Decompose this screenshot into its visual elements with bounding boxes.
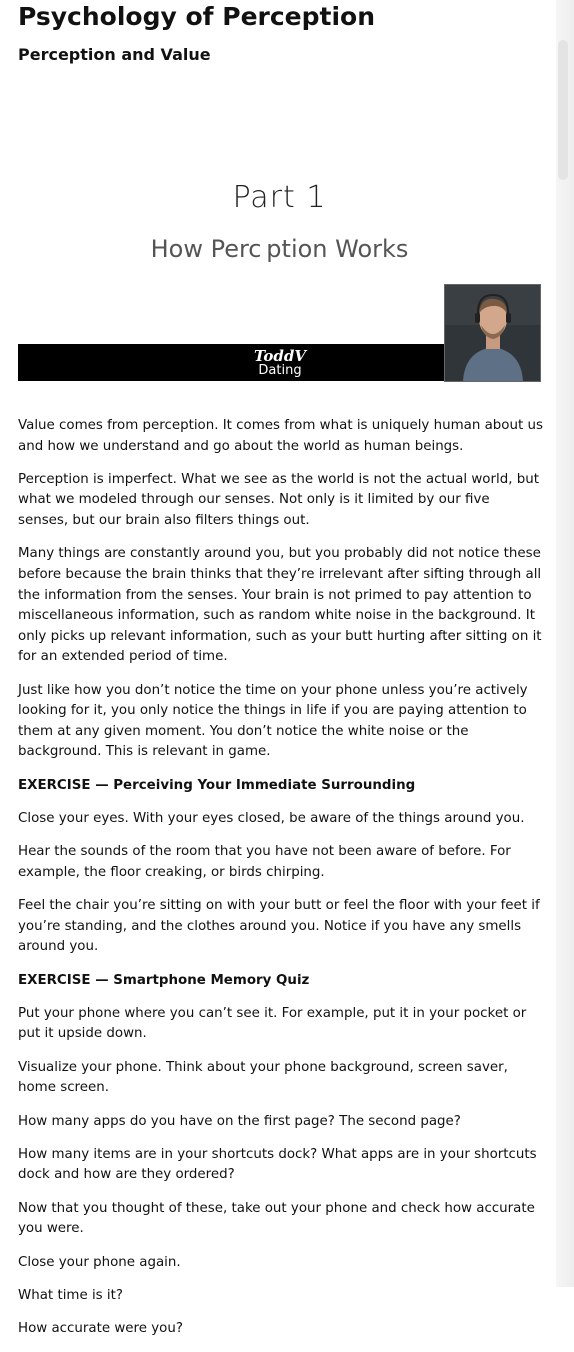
exercise-heading: EXERCISE — Perceiving Your Immediate Surrounding <box>18 777 416 793</box>
scrollbar-thumb[interactable] <box>558 40 568 180</box>
logo-top-text: ToddV <box>253 347 307 365</box>
webcam-overlay <box>444 284 541 382</box>
slide-part-heading: Part 1 <box>232 180 327 215</box>
presenter-image <box>445 285 540 381</box>
brand-logo <box>248 348 312 380</box>
paragraph: Close your eyes. With your eyes closed, be aware of the things around you. <box>18 810 525 826</box>
paragraph: Just like how you don’t notice the time on your phone unless you’re actively looking for it, you only notice the things in life if you are paying attention to them at any given moment. You don’t notice the white noise or the background. This is relevant in game. <box>18 682 528 760</box>
video-player[interactable] <box>18 80 541 382</box>
paragraph: Close your phone again. <box>18 1254 181 1270</box>
paragraph: Feel the chair you’re sitting on with your butt or feel the floor with your feet if you’re standing, and the clothes around you. Notice if you have any smells around you. <box>18 898 540 955</box>
paragraph: Many things are constantly around you, but you probably did not notice these before because the brain thinks that they’re irrelevant after sifting through all the information from the senses. Your brain is not primed to pay attention to miscellaneous information, such as random white noise in the background. It only picks up relevant information, such as your butt hurting after sitting on it for an extended period of time. <box>18 546 542 665</box>
slide-subtitle: How Perc ption Works <box>150 235 409 263</box>
paragraph: Put your phone where you can’t see it. For example, put it in your pocket or put it upside down. <box>18 1005 527 1042</box>
paragraph: What time is it? <box>18 1287 123 1303</box>
paragraph: How many items are in your shortcuts dock? What apps are in your shortcuts dock and how are they ordered? <box>18 1146 537 1183</box>
paragraph: How many apps do you have on the first page? The second page? <box>18 1113 461 1129</box>
logo-bottom-text: Dating <box>258 363 302 378</box>
paragraph: Visualize your phone. Think about your phone background, screen saver, home screen. <box>18 1059 508 1096</box>
paragraph: Perception is imperfect. What we see as the world is not the actual world, but what we modeled through our senses. Not only is it limited by our five senses, but our brain also filters things out. <box>18 471 539 529</box>
exercise-heading: EXERCISE — Smartphone Memory Quiz <box>18 972 310 988</box>
paragraph: Hear the sounds of the room that you have not been aware of before. For example, the floor creaking, or birds chirping. <box>18 844 511 880</box>
scrollbar-track[interactable] <box>556 0 574 1287</box>
paragraph: Now that you thought of these, take out your phone and check how accurate you were. <box>18 1200 535 1237</box>
paragraph: Value comes from perception. It comes from what is uniquely human about us and how we understand and go about the world as human beings. <box>18 418 543 454</box>
paragraph: How accurate were you? <box>18 1321 183 1337</box>
section-subtitle: Perception and Value <box>18 45 211 64</box>
page-title: Psychology of Perception <box>18 2 376 31</box>
article-body <box>18 416 544 1352</box>
